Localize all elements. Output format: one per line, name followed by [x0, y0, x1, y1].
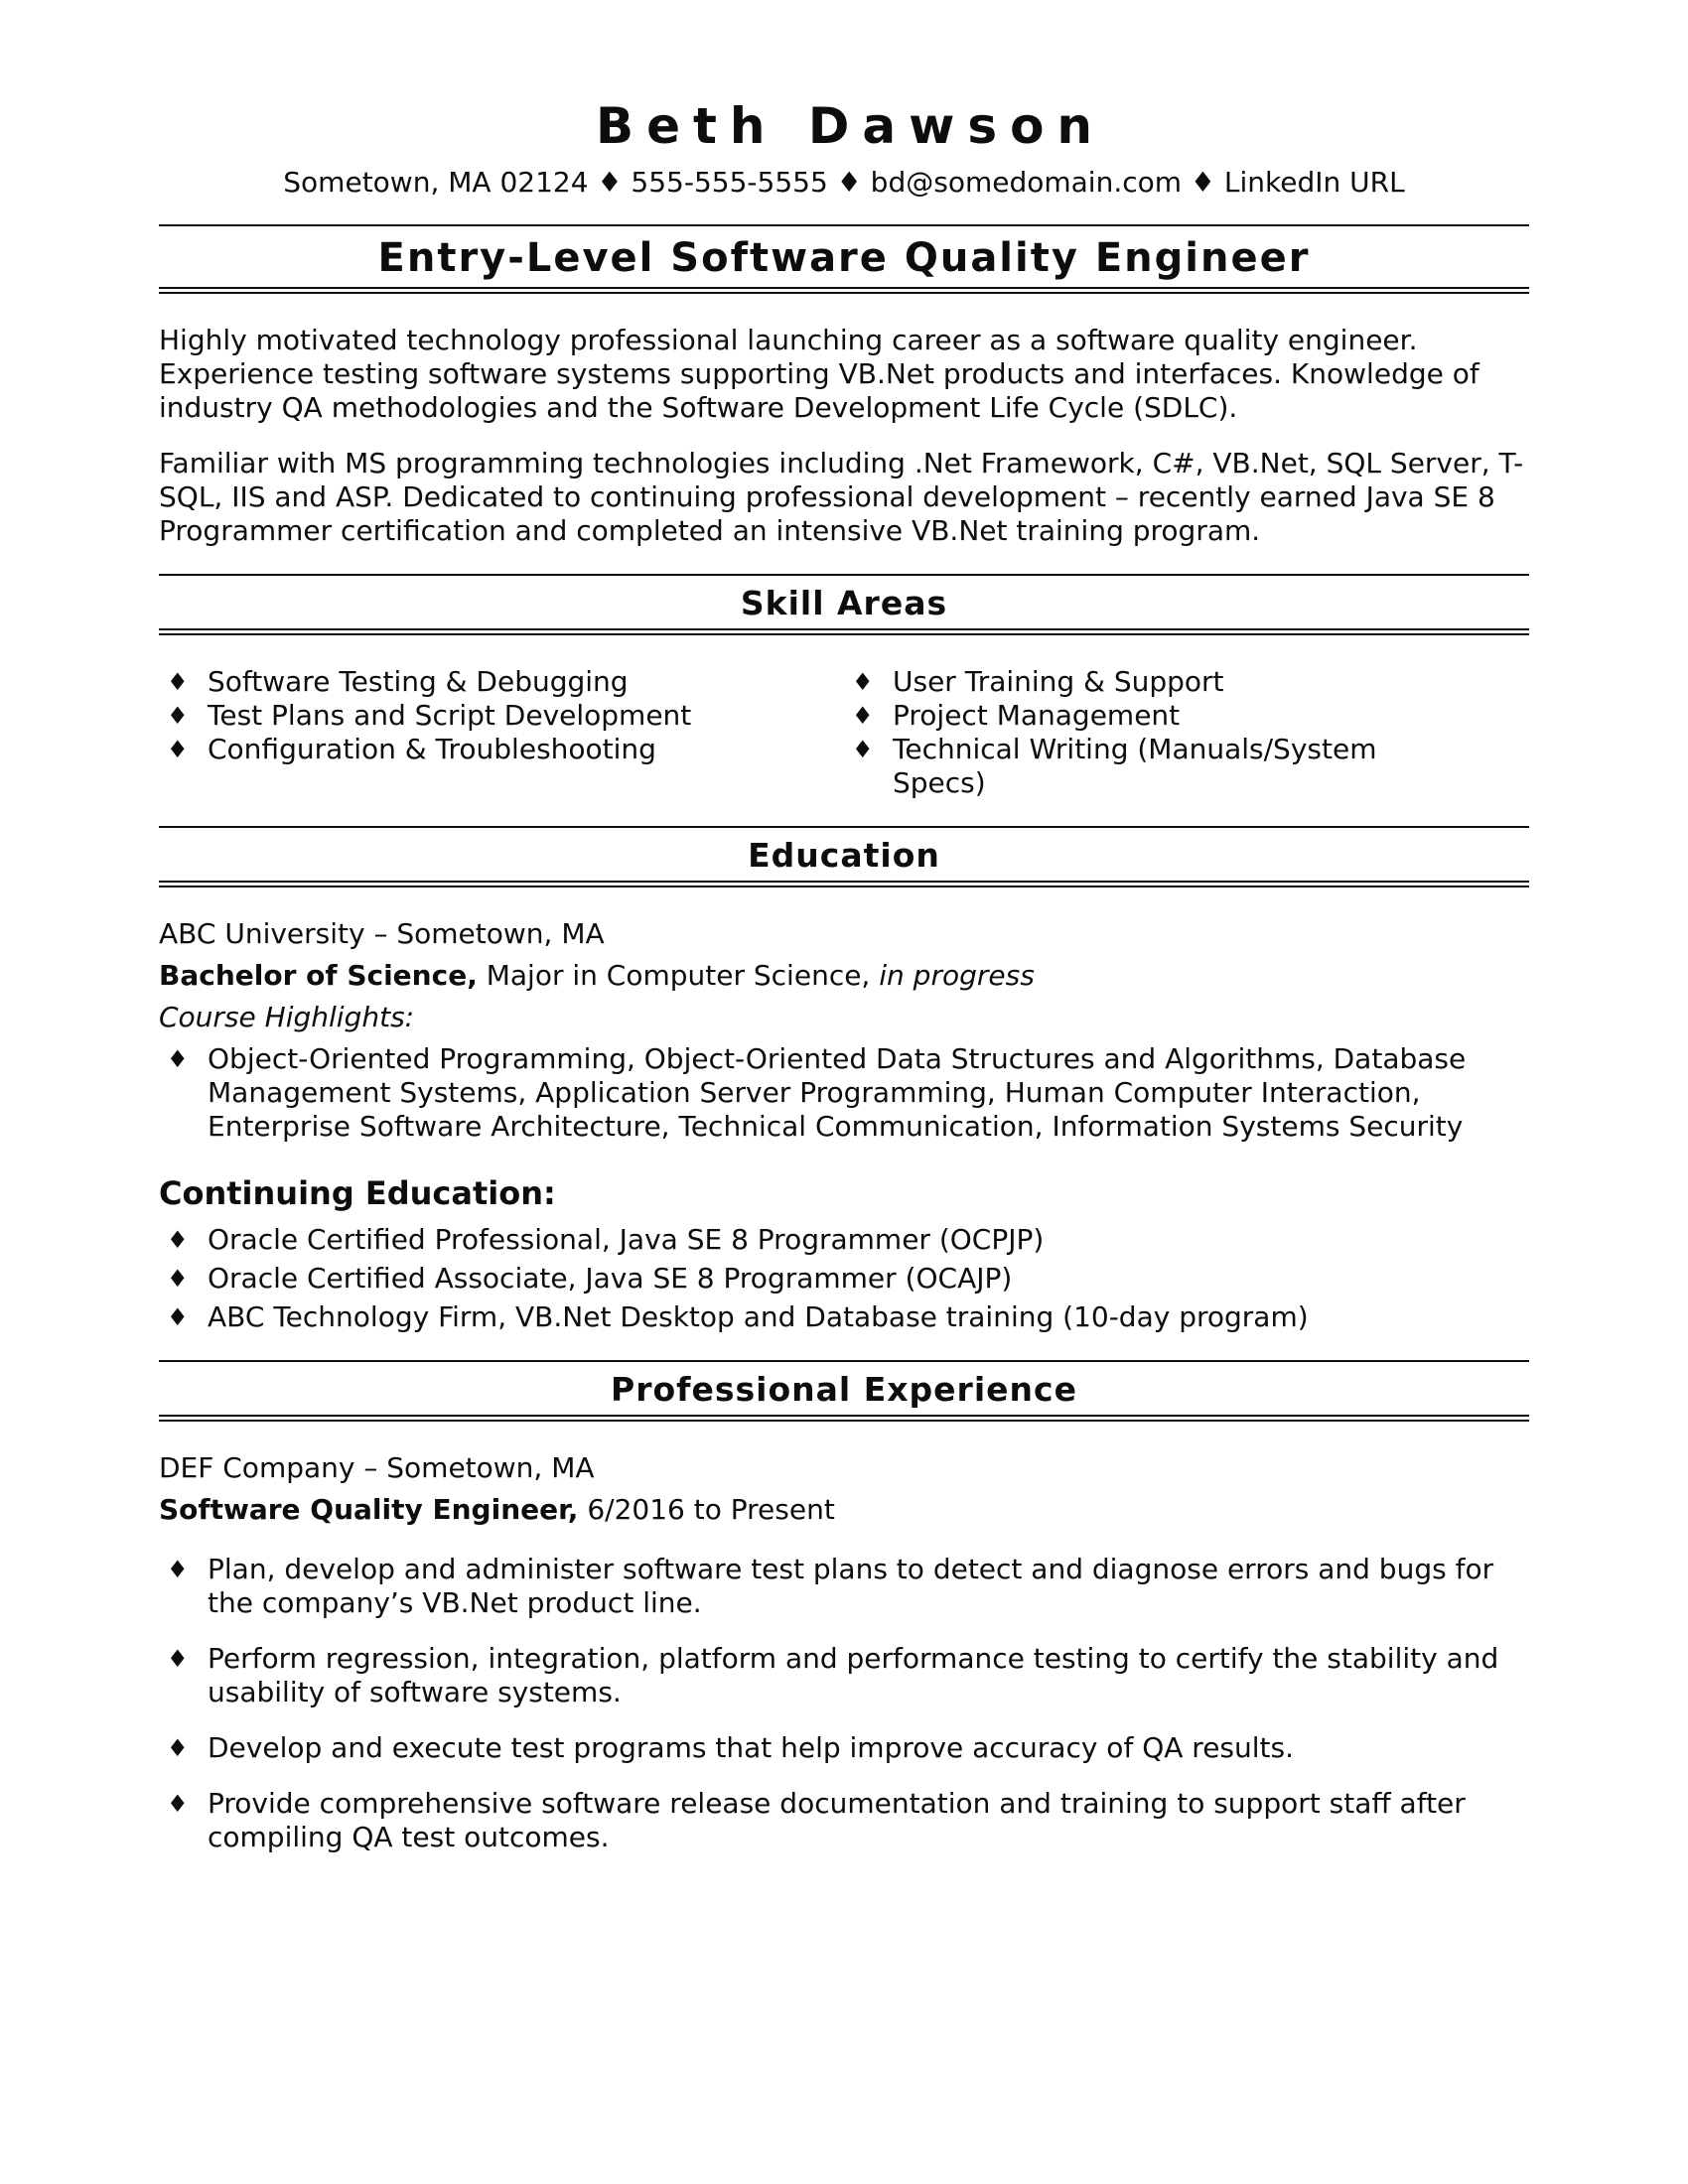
diamond-bullet-icon: ♦: [167, 1645, 189, 1673]
course-highlights-label: Course Highlights:: [159, 1001, 415, 1033]
skill-item-label: Configuration & Troubleshooting: [208, 733, 656, 765]
diamond-bullet-icon: ♦: [852, 668, 874, 696]
diamond-bullet-icon: ♦: [167, 668, 189, 696]
role-title: Software Quality Engineer,: [159, 1493, 579, 1526]
role-dates: 6/2016 to Present: [587, 1493, 835, 1526]
skill-item-label: Technical Writing (Manuals/System Specs): [893, 733, 1377, 799]
experience-item: [159, 1731, 1529, 1765]
continuing-education-list: [159, 1223, 1529, 1334]
skills-column-right: [844, 665, 1529, 800]
continuing-education-item: [159, 1262, 1529, 1296]
experience-item-text: Develop and execute test programs that help improve accuracy of QA results.: [208, 1731, 1294, 1764]
section-heading-skills: Skill Areas: [740, 584, 948, 622]
education-school: ABC University – Sometown, MA: [159, 917, 605, 950]
skill-item: [159, 665, 844, 699]
section-band-skills: [159, 574, 1529, 635]
continuing-education-text: ABC Technology Firm, VB.Net Desktop and Database training (10-day program): [208, 1300, 1309, 1333]
course-highlights-item: [159, 1042, 1529, 1144]
skill-item-label: Software Testing & Debugging: [208, 665, 629, 698]
section-heading-education: Education: [748, 836, 940, 875]
headline-band: [159, 224, 1529, 294]
diamond-bullet-icon: ♦: [167, 736, 189, 763]
skills-columns: [159, 665, 1529, 800]
continuing-education-text: Oracle Certified Associate, Java SE 8 Programmer (OCAJP): [208, 1262, 1013, 1295]
experience-item-text: Plan, develop and administer software test plans to detect and diagnose errors and bugs for the company’s VB.Net product line.: [208, 1553, 1494, 1619]
headline-title: Entry-Level Software Quality Engineer: [377, 235, 1311, 281]
skill-item: [844, 665, 1529, 699]
diamond-bullet-icon: ♦: [167, 1226, 189, 1254]
section-heading-experience: Professional Experience: [611, 1370, 1077, 1409]
diamond-bullet-icon: ♦: [167, 1303, 189, 1331]
diamond-bullet-icon: ♦: [167, 702, 189, 730]
education-degree-line: [159, 955, 1529, 997]
diamond-bullet-icon: ♦: [852, 736, 874, 763]
continuing-education-item: [159, 1223, 1529, 1257]
skill-item-label: Test Plans and Script Development: [208, 699, 692, 732]
diamond-bullet-icon: ♦: [852, 702, 874, 730]
resume-page: [159, 0, 1529, 1854]
diamond-bullet-icon: ♦: [167, 1556, 189, 1583]
experience-bullet-list: [159, 1553, 1529, 1854]
degree-status: in progress: [879, 959, 1035, 992]
person-name: Beth Dawson: [595, 97, 1106, 155]
continuing-education-heading: Continuing Education:: [159, 1174, 556, 1212]
experience-company: DEF Company – Sometown, MA: [159, 1451, 595, 1484]
contact-line: Sometown, MA 02124 ♦ 555-555-5555 ♦ bd@somedomain.com ♦ LinkedIn URL: [283, 166, 1405, 199]
diamond-bullet-icon: ♦: [167, 1265, 189, 1293]
skill-item: [844, 733, 1529, 800]
experience-item: [159, 1642, 1529, 1709]
skill-item-label: Project Management: [893, 699, 1181, 732]
continuing-education-text: Oracle Certified Professional, Java SE 8 Programmer (OCPJP): [208, 1223, 1045, 1256]
skill-item-label: User Training & Support: [893, 665, 1224, 698]
skill-item: [159, 733, 844, 766]
skill-item: [844, 699, 1529, 733]
section-band-education: [159, 826, 1529, 887]
experience-item: [159, 1553, 1529, 1620]
diamond-bullet-icon: ♦: [167, 1045, 189, 1073]
skill-item: [159, 699, 844, 733]
degree-major: Major in Computer Science,: [486, 959, 871, 992]
skills-column-left: [159, 665, 844, 800]
diamond-bullet-icon: ♦: [167, 1790, 189, 1818]
diamond-bullet-icon: ♦: [167, 1734, 189, 1762]
degree-name: Bachelor of Science,: [159, 959, 478, 992]
experience-item-text: Perform regression, integration, platform and performance testing to certify the stability and usability of software systems.: [208, 1642, 1499, 1708]
section-band-experience: [159, 1360, 1529, 1422]
summary-paragraph-2: Familiar with MS programming technologies including .Net Framework, C#, VB.Net, SQL Server, T-SQL, IIS and ASP. Dedicated to continuing professional development – recently earned Java SE 8 Programmer certification and completed an intensive VB.Net training program.: [159, 447, 1524, 547]
summary-paragraph-1: Highly motivated technology professional launching career as a software quality engineer. Experience testing software systems supporting VB.Net products and interfaces. Knowledge of industry QA methodologies and the Software Development Life Cycle (SDLC).: [159, 324, 1479, 424]
continuing-education-item: [159, 1300, 1529, 1334]
experience-item: [159, 1787, 1529, 1854]
course-highlights-text: Object-Oriented Programming, Object-Oriented Data Structures and Algorithms, Database Management Systems, Application Server Programming, Human Computer Interaction, Enterprise Software Architecture, Technical Communication, Information Systems Security: [208, 1042, 1467, 1143]
experience-item-text: Provide comprehensive software release documentation and training to support staff after compiling QA test outcomes.: [208, 1787, 1466, 1853]
experience-role-line: [159, 1489, 1529, 1531]
